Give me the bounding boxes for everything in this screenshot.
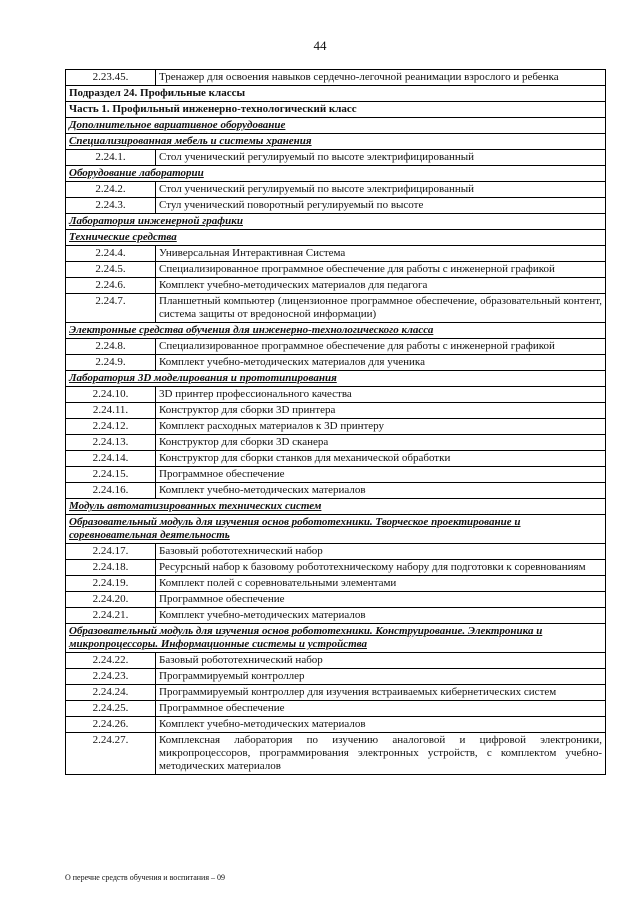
item-number: 2.24.9. [66,355,156,371]
table-row [66,717,606,733]
table-row [66,701,606,717]
table-row [66,70,606,86]
item-description: Стул ученический поворотный регулируемый по высоте [156,198,606,214]
section-header-row [66,499,606,515]
item-description: Комплект учебно-методических материалов [156,717,606,733]
subsection-title: Образовательный модуль для изучения основ робототехники. Творческое проектирование и соревновательная деятельность [66,515,606,544]
table-body [66,70,606,775]
section-header-row [66,230,606,246]
table-row [66,560,606,576]
table-row [66,467,606,483]
item-description: Конструктор для сборки 3D сканера [156,435,606,451]
table-row [66,483,606,499]
table-row [66,576,606,592]
subsection-title: Образовательный модуль для изучения основ робототехники. Конструирование. Электроника и микропроцессоры. Информационные системы и устройства [66,624,606,653]
section-header-row [66,166,606,182]
table-row [66,451,606,467]
table-row [66,339,606,355]
table-row [66,653,606,669]
table-row [66,355,606,371]
item-description: Тренажер для освоения навыков сердечно-легочной реанимации взрослого и ребенка [156,70,606,86]
table-row [66,733,606,775]
item-description: Комплект учебно-методических материалов для ученика [156,355,606,371]
subsection-title: Модуль автоматизированных технических систем [66,499,606,515]
footer-note: О перечне средств обучения и воспитания – 09 [65,873,225,882]
table-row [66,387,606,403]
section-header-row [66,323,606,339]
item-number: 2.24.26. [66,717,156,733]
item-number: 2.24.4. [66,246,156,262]
section-header-row [66,214,606,230]
section-title: Часть 1. Профильный инженерно-технологический класс [66,102,606,118]
item-number: 2.24.7. [66,294,156,323]
item-number: 2.24.6. [66,278,156,294]
item-description: Комплект полей с соревновательными элементами [156,576,606,592]
table-row [66,198,606,214]
equipment-table [65,69,606,775]
table-row [66,544,606,560]
section-header-row [66,86,606,102]
item-number: 2.24.5. [66,262,156,278]
item-description: Программируемый контроллер [156,669,606,685]
subsection-title: Технические средства [66,230,606,246]
table-row [66,669,606,685]
item-number: 2.23.45. [66,70,156,86]
item-number: 2.24.1. [66,150,156,166]
item-number: 2.24.23. [66,669,156,685]
item-number: 2.24.18. [66,560,156,576]
item-description: Ресурсный набор к базовому робототехническому набору для подготовки к соревнованиям [156,560,606,576]
item-number: 2.24.16. [66,483,156,499]
section-header-row [66,118,606,134]
table-row [66,435,606,451]
item-description: Программируемый контроллер для изучения встраиваемых кибернетических систем [156,685,606,701]
item-number: 2.24.8. [66,339,156,355]
item-description: Специализированное программное обеспечение для работы с инженерной графикой [156,339,606,355]
item-description: Стол ученический регулируемый по высоте электрифицированный [156,182,606,198]
item-number: 2.24.24. [66,685,156,701]
table-row [66,419,606,435]
item-number: 2.24.21. [66,608,156,624]
item-description: 3D принтер профессионального качества [156,387,606,403]
item-description: Комплект учебно-методических материалов [156,483,606,499]
item-number: 2.24.10. [66,387,156,403]
section-header-row [66,134,606,150]
item-description: Программное обеспечение [156,592,606,608]
item-number: 2.24.27. [66,733,156,775]
item-description: Базовый робототехнический набор [156,653,606,669]
table-row [66,685,606,701]
item-number: 2.24.3. [66,198,156,214]
item-description: Комплект учебно-методических материалов для педагога [156,278,606,294]
item-description: Комплект учебно-методических материалов [156,608,606,624]
item-number: 2.24.22. [66,653,156,669]
section-header-row [66,515,606,544]
subsection-title: Специализированная мебель и системы хранения [66,134,606,150]
section-header-row [66,371,606,387]
item-number: 2.24.15. [66,467,156,483]
item-number: 2.24.17. [66,544,156,560]
table-row [66,294,606,323]
item-description: Комплект расходных материалов к 3D принтеру [156,419,606,435]
subsection-title: Дополнительное вариативное оборудование [66,118,606,134]
item-description: Программное обеспечение [156,467,606,483]
item-description: Стол ученический регулируемый по высоте электрифицированный [156,150,606,166]
item-description: Универсальная Интерактивная Система [156,246,606,262]
item-description: Комплексная лаборатория по изучению аналоговой и цифровой электроники, микропроцессоров, программирования электронных устройств, с комплектом учебно-методических материалов [156,733,606,775]
page-number: 44 [313,38,327,53]
item-description: Программное обеспечение [156,701,606,717]
table-row [66,278,606,294]
item-description: Конструктор для сборки 3D принтера [156,403,606,419]
section-title: Подраздел 24. Профильные классы [66,86,606,102]
item-number: 2.24.20. [66,592,156,608]
item-description: Специализированное программное обеспечение для работы с инженерной графикой [156,262,606,278]
item-number: 2.24.11. [66,403,156,419]
table-row [66,403,606,419]
item-number: 2.24.2. [66,182,156,198]
table-row [66,262,606,278]
subsection-title: Лаборатория 3D моделирования и прототипирования [66,371,606,387]
item-number: 2.24.19. [66,576,156,592]
item-description: Конструктор для сборки станков для механической обработки [156,451,606,467]
item-number: 2.24.13. [66,435,156,451]
subsection-title: Электронные средства обучения для инженерно-технологического класса [66,323,606,339]
table-row [66,150,606,166]
table-row [66,182,606,198]
section-header-row [66,624,606,653]
table-row [66,592,606,608]
subsection-title: Лаборатория инженерной графики [66,214,606,230]
item-number: 2.24.14. [66,451,156,467]
subsection-title: Оборудование лаборатории [66,166,606,182]
section-header-row [66,102,606,118]
table-row [66,246,606,262]
item-number: 2.24.25. [66,701,156,717]
item-number: 2.24.12. [66,419,156,435]
item-description: Базовый робототехнический набор [156,544,606,560]
table-row [66,608,606,624]
item-description: Планшетный компьютер (лицензионное программное обеспечение, образовательный контент, система защиты от вредоносной информации) [156,294,606,323]
